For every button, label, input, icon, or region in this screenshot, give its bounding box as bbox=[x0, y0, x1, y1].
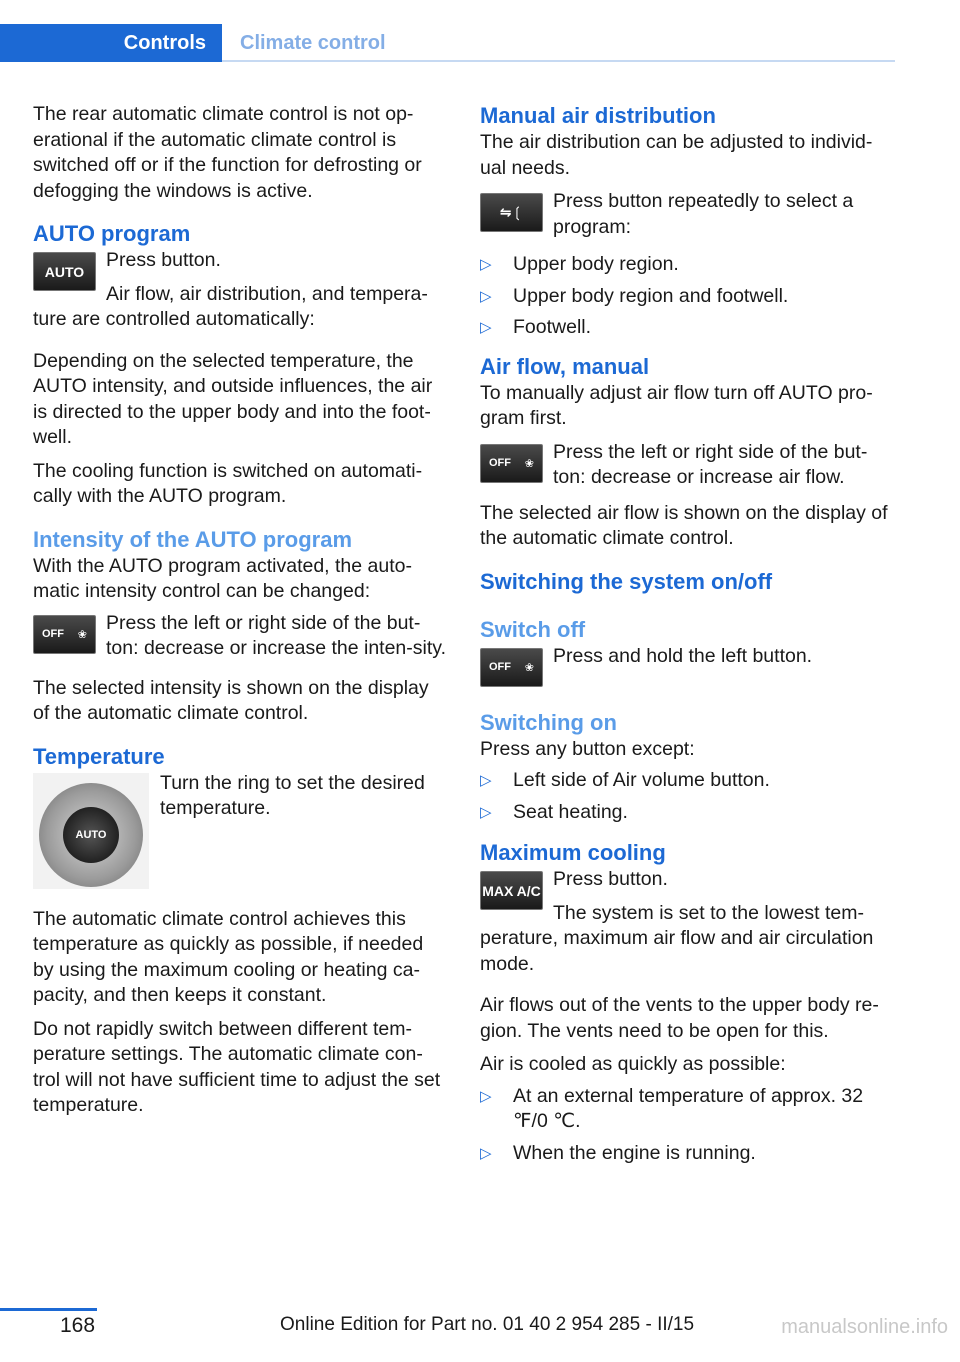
seat-airflow-icon: ⇋❲ bbox=[499, 204, 524, 220]
list-item-text: Seat heating. bbox=[513, 800, 628, 823]
list-item-text: Upper body region and footwell. bbox=[513, 284, 789, 307]
airflow-heading: Air flow, manual bbox=[480, 353, 650, 379]
temperature-heading: Temperature bbox=[33, 743, 165, 769]
temperature-warning: Do not rapidly switch between different tem-perature settings. The automatic climate con-trol will not have sufficient time to adjust the set temperature. bbox=[33, 1017, 441, 1116]
manual-instruction bbox=[480, 189, 895, 240]
bullet-icon: ▷ bbox=[480, 1087, 492, 1105]
temperature-instruction bbox=[33, 771, 448, 897]
auto-button-icon bbox=[33, 252, 96, 291]
intro-paragraph: The rear automatic climate control is not op-erational if the automatic climate control is switched off or if the function for defrosting or defogging the windows is active. bbox=[33, 103, 422, 202]
fan-off-label: OFF bbox=[42, 628, 64, 640]
max-ac-button-icon bbox=[480, 871, 543, 910]
watermark: manualsonline.info bbox=[781, 1316, 948, 1338]
auto-program-heading: AUTO program bbox=[33, 221, 191, 246]
manual-distribution-heading: Manual air distribution bbox=[480, 103, 716, 128]
intensity-display: The selected intensity is shown on the display of the automatic climate control. bbox=[33, 676, 429, 724]
footer-accent-line bbox=[0, 1308, 97, 1311]
page-number: 168 bbox=[60, 1314, 96, 1337]
max-cooling-desc: The system is set to the lowest tem-perature, maximum air flow and air circulation mode. bbox=[480, 901, 874, 975]
list-item bbox=[480, 800, 895, 826]
list-item bbox=[480, 284, 895, 310]
list-item bbox=[480, 315, 895, 341]
tab-controls[interactable]: Controls bbox=[0, 24, 222, 62]
airflow-press: Press the left or right side of the but-ton: decrease or increase air flow. bbox=[553, 440, 868, 488]
bullet-icon: ▷ bbox=[480, 256, 492, 273]
max-cooling-press: Press button. bbox=[553, 868, 668, 890]
fan-icon: ❀ bbox=[77, 628, 87, 641]
manual-intro: The air distribution can be adjusted to individ-ual needs. bbox=[480, 131, 873, 179]
page-header bbox=[0, 24, 895, 62]
switching-heading: Switching the system on/off bbox=[480, 568, 773, 594]
auto-instruction bbox=[33, 248, 448, 333]
max-ac-label: MAX A/C bbox=[482, 882, 541, 899]
max-cooling-vents: Air flows out of the vents to the upper body re-gion. The vents need to be open for this. bbox=[480, 994, 879, 1042]
list-item-text: Upper body region. bbox=[513, 253, 679, 275]
list-item bbox=[480, 1141, 895, 1167]
list-item-text: Left side of Air volume button. bbox=[513, 769, 770, 791]
max-cooling-conditions-list bbox=[480, 1084, 895, 1167]
intensity-instruction bbox=[33, 611, 448, 662]
temperature-knob-image bbox=[33, 773, 149, 889]
auto-press: Press button. bbox=[106, 249, 221, 271]
bullet-icon: ▷ bbox=[480, 1144, 492, 1162]
temperature-turn: Turn the ring to set the desired temperature. bbox=[160, 771, 425, 819]
airflow-display: The selected air flow is shown on the display of the automatic climate control. bbox=[480, 501, 888, 549]
auto-cooling: The cooling function is switched on automati-cally with the AUTO program. bbox=[33, 459, 423, 507]
max-cooling-instruction bbox=[480, 867, 895, 977]
intensity-press: Press the left or right side of the but-ton: decrease or increase the inten-sity. bbox=[106, 611, 446, 659]
temperature-achieve: The automatic climate control achieves this temperature as quickly as possible, if needed by using the maximum cooling or heating ca-pacity, and then keeps it constant. bbox=[33, 907, 424, 1006]
list-item-text: Footwell. bbox=[513, 316, 592, 338]
switch-off-instruction bbox=[480, 644, 895, 693]
left-column bbox=[33, 102, 448, 1119]
air-distribution-icon bbox=[480, 193, 543, 232]
max-cooling-heading: Maximum cooling bbox=[480, 840, 666, 865]
switch-off-heading: Switch off bbox=[480, 616, 586, 642]
fan-icon: ❀ bbox=[524, 457, 534, 470]
switch-on-heading: Switching on bbox=[480, 709, 617, 735]
bullet-icon: ▷ bbox=[480, 772, 492, 789]
airflow-intro: To manually adjust air flow turn off AUTO pro-gram first. bbox=[480, 381, 873, 429]
fan-button-icon bbox=[480, 648, 543, 687]
manual-press: Press button repeatedly to select a program: bbox=[553, 190, 854, 238]
fan-icon: ❀ bbox=[524, 661, 534, 674]
intensity-intro: With the AUTO program activated, the auto-matic intensity control can be changed: bbox=[33, 554, 412, 602]
right-column bbox=[480, 102, 895, 1172]
switch-off-press: Press and hold the left button. bbox=[553, 644, 813, 667]
list-item bbox=[480, 1084, 895, 1135]
switch-on-exceptions-list bbox=[480, 768, 895, 825]
footer-edition: Online Edition for Part no. 01 40 2 954 285 - II/15 bbox=[280, 1314, 695, 1335]
bullet-icon: ▷ bbox=[480, 319, 492, 336]
fan-off-label: OFF bbox=[489, 457, 511, 469]
header-divider bbox=[222, 60, 895, 62]
list-item-text: At an external temperature of approx. 32 ℉/0 ℃. bbox=[513, 1084, 864, 1132]
intensity-heading: Intensity of the AUTO program bbox=[33, 526, 353, 552]
auto-button-label: AUTO bbox=[44, 263, 85, 280]
list-item bbox=[480, 252, 895, 278]
auto-dependency: Depending on the selected temperature, the AUTO intensity, and outside influences, the air is directed to the upper body and into the foot-well. bbox=[33, 349, 433, 448]
airflow-instruction bbox=[480, 440, 895, 491]
fan-button-icon bbox=[33, 615, 96, 654]
auto-desc: Air flow, air distribution, and tempera-ture are controlled automatically: bbox=[33, 282, 428, 330]
bullet-icon: ▷ bbox=[480, 287, 492, 305]
switch-on-intro: Press any button except: bbox=[480, 737, 695, 760]
knob-auto-label: AUTO bbox=[63, 807, 119, 863]
max-cooling-quick: Air is cooled as quickly as possible: bbox=[480, 1053, 786, 1075]
list-item-text: When the engine is running. bbox=[513, 1141, 756, 1164]
manual-programs-list bbox=[480, 252, 895, 341]
tab-climate-control[interactable]: Climate control bbox=[240, 32, 386, 54]
list-item bbox=[480, 768, 895, 794]
bullet-icon: ▷ bbox=[480, 803, 492, 821]
fan-button-icon bbox=[480, 444, 543, 483]
fan-off-label: OFF bbox=[489, 661, 511, 673]
